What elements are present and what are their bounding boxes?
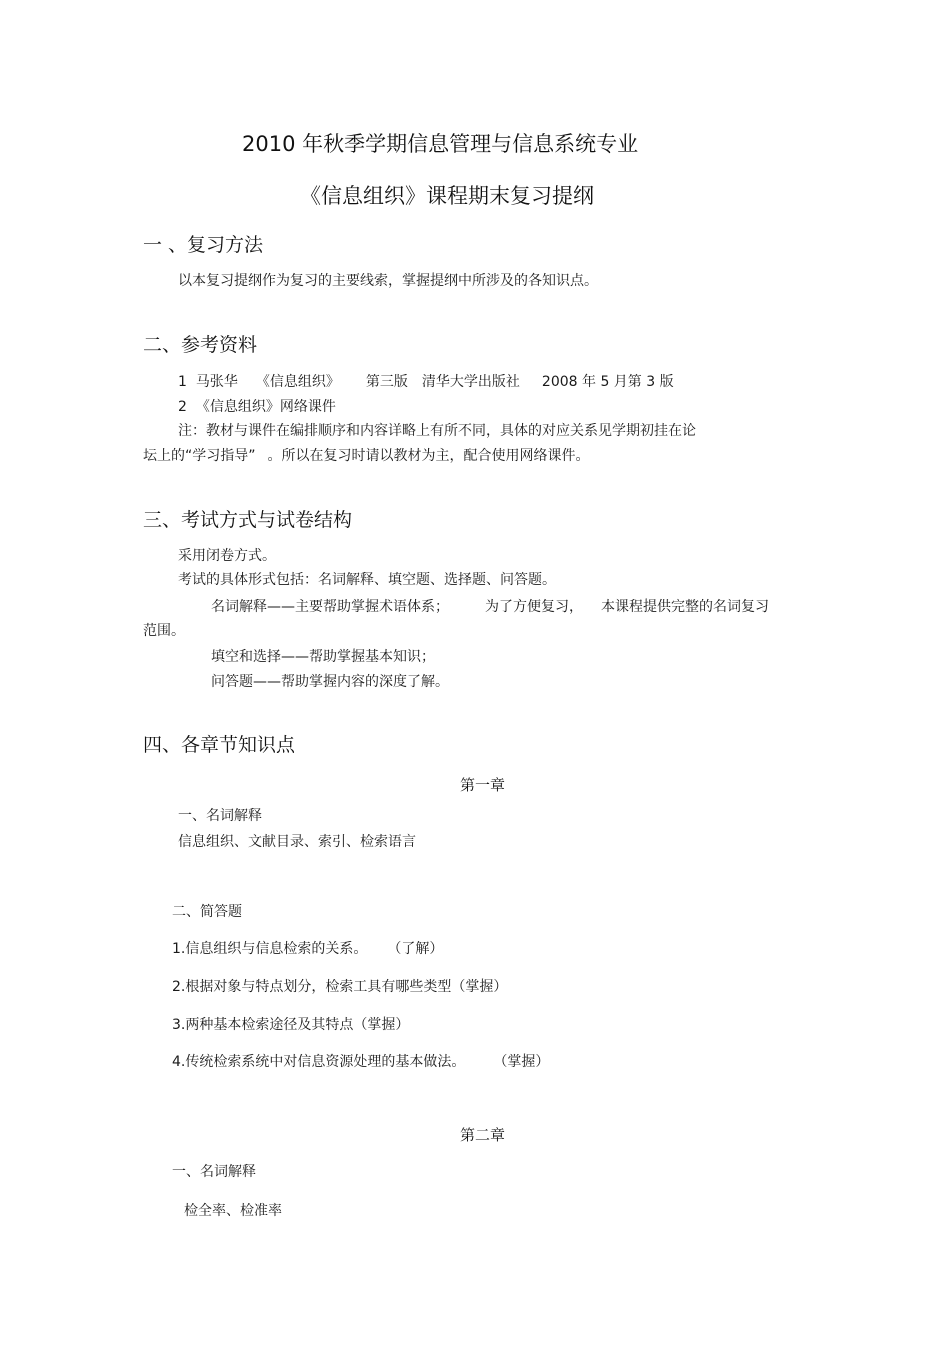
- reference-1-author: 马张华: [195, 374, 238, 390]
- section-3-heading: 三、考试方式与试卷结构: [143, 509, 353, 531]
- chapter-1-question-1-tag: （了解）: [387, 941, 444, 957]
- reference-2-number: 2: [178, 399, 187, 415]
- section-3-paragraph-3-part-1: 名词解释——主要帮助掌握术语体系；: [211, 599, 449, 615]
- chapter-2-title: 第二章: [460, 1126, 506, 1144]
- note-line-2-part-1: 坛上的“学习指导”: [143, 448, 256, 464]
- note-line-1: 注：教材与课件在编排顺序和内容详略上有所不同，具体的对应关系见学期初挂在论: [178, 423, 696, 439]
- section-1-heading: 一 、复习方法: [143, 234, 264, 256]
- chapter-1-question-2: 2.根据对象与特点划分，检索工具有哪些类型（掌握）: [172, 979, 508, 995]
- reference-2: [178, 396, 336, 416]
- chapter-1-terms: 信息组织、文献目录、索引、检索语言: [178, 834, 416, 850]
- note-line-2-part-2: 。所以在复习时请以教材为主，配合使用网络课件。: [267, 448, 590, 464]
- reference-1-book: 《信息组织》: [255, 374, 340, 390]
- section-3-paragraph-3-part-2: 为了方便复习，: [485, 599, 583, 615]
- section-3-paragraph-3: [211, 596, 769, 616]
- reference-1: [178, 371, 674, 391]
- reference-1-number: 1: [178, 374, 187, 390]
- reference-1-date: 2008 年 5 月第 3 版: [541, 374, 674, 390]
- section-3-paragraph-2: 考试的具体形式包括：名词解释、填空题、选择题、问答题。: [178, 572, 556, 588]
- section-3-paragraph-3-continued: 范围。: [143, 623, 185, 639]
- chapter-1-question-1: [172, 938, 443, 958]
- chapter-2-terms: 检全率、检准率: [184, 1203, 282, 1219]
- chapter-1-question-4-text: 4.传统检索系统中对信息资源处理的基本做法。: [172, 1054, 466, 1070]
- chapter-1-question-4: [172, 1051, 549, 1071]
- title-line-1: 2010 年秋季学期信息管理与信息系统专业: [242, 132, 639, 156]
- section-3-paragraph-1: 采用闭卷方式。: [178, 548, 276, 564]
- chapter-1-title: 第一章: [460, 776, 506, 794]
- section-3-paragraph-5: 问答题——帮助掌握内容的深度了解。: [211, 674, 449, 690]
- reference-1-publisher: 清华大学出版社: [421, 374, 520, 390]
- section-2-heading: 二、参考资料: [143, 334, 258, 356]
- title-line-2: 《信息组织》课程期末复习提纲: [300, 184, 594, 208]
- chapter-1-question-4-tag: （掌握）: [493, 1054, 550, 1070]
- chapter-1-subheading-1: 一、名词解释: [178, 808, 262, 824]
- reference-2-text: 《信息组织》网络课件: [195, 399, 336, 415]
- section-3-paragraph-4: 填空和选择——帮助掌握基本知识；: [211, 649, 435, 665]
- note-line-2: [143, 445, 590, 465]
- chapter-1-subheading-2: 二、简答题: [172, 904, 242, 920]
- chapter-2-subheading-1: 一、名词解释: [172, 1164, 256, 1180]
- chapter-1-question-3: 3.两种基本检索途径及其特点（掌握）: [172, 1017, 410, 1033]
- reference-1-edition: 第三版: [365, 374, 408, 390]
- section-4-heading: 四、各章节知识点: [143, 734, 296, 756]
- chapter-1-question-1-text: 1.信息组织与信息检索的关系。: [172, 941, 368, 957]
- section-3-paragraph-3-part-3: 本课程提供完整的名词复习: [601, 599, 769, 615]
- section-1-text: 以本复习提纲作为复习的主要线索，掌握提纲中所涉及的各知识点。: [178, 273, 598, 289]
